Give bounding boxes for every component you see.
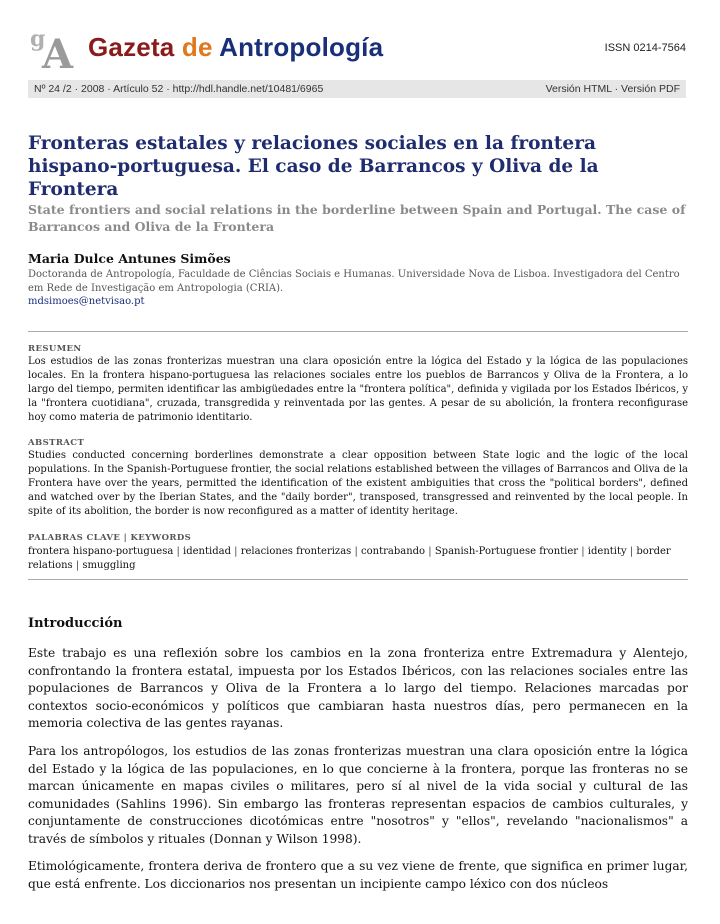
journal-name [88,32,383,63]
html-version-link[interactable]: Versión HTML [545,83,612,95]
svg-text:A: A [42,31,74,72]
keyword-separator: | [230,546,241,557]
keyword-item: relaciones fronterizas [240,546,352,557]
keyword-item: border relations [28,546,671,571]
pdf-version-link[interactable]: Versión PDF [621,83,680,95]
citation-text: Nº 24 /2 · 2008 · Artículo 52 · http://hdl.handle.net/10481/6965 [34,83,324,95]
keyword-item: identidad [183,546,231,557]
keywords-label: PALABRAS CLAVE | KEYWORDS [28,533,192,543]
author-affiliation: Doctoranda de Antropología, Faculdade de Ciências Sociais e Humanas. Universidade Nova de Lisboa. Investigadora del Centro em Rede de Investigação em Antropologia (CRIA). [28,269,680,294]
journal-name-part3: Antropología [219,32,384,62]
journal-name-part1: Gazeta [88,32,182,62]
divider [28,331,688,332]
keyword-item: identity [587,546,627,557]
svg-text:g: g [30,26,46,52]
citation-bar [28,80,686,98]
keyword-separator: | [351,546,362,557]
keyword-separator: | [425,546,435,557]
keyword-separator: | [578,546,588,557]
resumen-text: Los estudios de las zonas fronterizas muestran una clara oposición entre la lógica del Estado y la lógica de las populaciones locales. En la frontera hispano-portuguesa las relaciones sociales entre los pueblos de Barrancos y Oliva de la Frontera, a lo largo del tiempo, permiten identificar las ambigüedades entre la "frontera política", definida y vigilada por los Estados Ibéricos, y la "frontera cuotidiana", cruzada, transgredida y reinventada por las gentes. A pesar de su abolición, la frontera reconfigurase hoy como materia de patrimonio identitario. [28,356,688,423]
keyword-item: smuggling [82,560,136,571]
article-title: Fronteras estatales y relaciones sociales en la frontera hispano-portuguesa. El caso de Barrancos y Oliva de la Frontera [28,133,599,200]
keyword-separator: | [72,560,83,571]
article-subtitle: State frontiers and social relations in the borderline between Spain and Portugal. The case of Barrancos and Oliva de la Frontera [28,202,686,234]
keyword-item: frontera hispano-portuguesa [28,546,174,557]
version-separator: · [611,83,622,95]
author-email-link[interactable]: mdsimoes@netvisao.pt [28,296,145,307]
body-paragraph: Etimológicamente, frontera deriva de frontero que a su vez viene de frente, que significa en primer lugar, que está enfrente. Los diccionarios nos presentan un incipiente campo léxico con dos núcleos [28,859,688,891]
divider [28,579,688,580]
resumen-label: RESUMEN [28,344,82,354]
author-name: Maria Dulce Antunes Simões [28,251,231,266]
journal-name-part2: de [181,32,220,62]
keyword-separator: | [626,546,637,557]
version-links [546,83,680,95]
issn-label: ISSN 0214-7564 [604,42,686,54]
body-paragraph: Este trabajo es una reflexión sobre los cambios en la zona fronteriza entre Extremadura y Alentejo, confrontando la frontera estatal, impuesta por los Estados Ibéricos, con las relaciones sociales entre las populaciones de Barrancos y Oliva de la Frontera a lo largo del tiempo. Relaciones marcadas por contextos socio-económicos y políticos que cambiaran hasta nuestros días, pero permanecen en la memoria colectiva de las gentes rayanas. [28,646,688,730]
abstract-label: ABSTRACT [28,438,85,448]
keyword-item: Spanish-Portuguese frontier [434,546,579,557]
keywords-list [28,545,688,573]
keyword-separator: | [173,546,184,557]
abstract-text: Studies conducted concerning borderlines demonstrate a clear opposition between State logic and the logic of the local populations. In the Spanish-Portuguese frontier, the social relations established between the villages of Barrancos and Oliva de la Frontera have over the years, permitted the identification of the existent ambiguities that cross the "political borders", defined and watched over by the Iberian States, and the "daily border", transposed, transgressed and reinvented by the local people. In spite of its abolition, the border is now reconfigured as a matter of identity heritage. [28,450,688,517]
section-heading-introduccion: Introducción [28,616,123,631]
journal-logo-icon [28,24,84,72]
keyword-item: contrabando [361,546,426,557]
journal-header [28,24,692,74]
body-paragraph: Para los antropólogos, los estudios de las zonas fronterizas muestran una clara oposición entre la lógica del Estado y la lógica de las populaciones, en lo que concierne à la frontera, porque las fronteras no se marcan únicamente en mapas civiles o militares, pero sí al nivel de la vida social y cultural de las comunidades (Sahlins 1996). Sin embargo las fronteras representan espacios de cambios culturales, y conjuntamente de construcciones dicotómicas entre "nosotros" y "ellos", revelando "nacionalismos" a través de símbolos y rituales (Donnan y Wilson 1998). [28,744,688,846]
